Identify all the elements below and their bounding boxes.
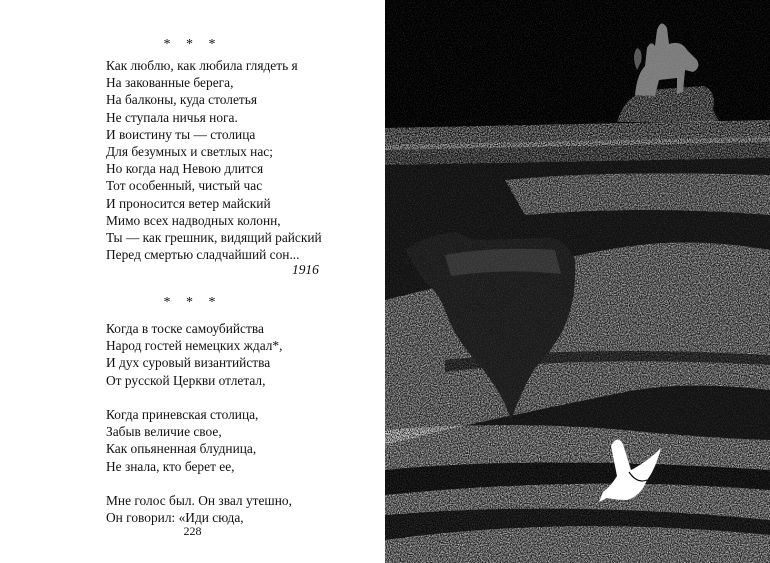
poem-line: Для безумных и светлых нас; (106, 144, 273, 160)
poem-1-stars: * * * (163, 37, 222, 52)
poem-line: Мне голос был. Он звал утешно, (106, 493, 292, 508)
poem-1-date: 1916 (292, 262, 319, 277)
poem-line: От русской Церкви отлетал, (106, 372, 266, 388)
poem-line: Не ступала ничья нога. (106, 109, 238, 125)
poem-line: Ты — как грешник, видящий райский (106, 230, 322, 246)
poem-line: Народ гостей немецких ждал*, (106, 338, 283, 354)
poem-line: На закованные берега, (106, 75, 234, 91)
poem-1 (106, 57, 322, 263)
poem-line: Когда приневская столица, (106, 407, 259, 422)
poem-line: И проносится ветер майский (106, 195, 271, 211)
poem-line: Тот особенный, чистый час (106, 178, 263, 194)
poem-line: Мимо всех надводных колонн, (106, 212, 281, 228)
poem-line: Когда в тоске самоубийства (106, 321, 264, 336)
stanza-gap (106, 475, 292, 492)
illustration-svg (385, 0, 770, 563)
bronze-horseman-neva-illustration (385, 0, 770, 563)
poem-line: Как люблю, как любила глядеть я (106, 58, 298, 73)
poem-2-stars: * * * (163, 295, 222, 310)
stanza-gap (106, 389, 292, 406)
poem-line: И дух суровый византийства (106, 355, 271, 371)
grain-texture (385, 0, 770, 563)
poem-line: Но когда над Невою длится (106, 161, 264, 177)
poem-line: Перед смертью сладчайший сон... (106, 247, 300, 263)
poem-line: Как опьяненная блудница, (106, 441, 257, 457)
poem-line: На балконы, куда столетья (106, 92, 258, 108)
poem-line: И воистину ты — столица (106, 126, 256, 142)
poem-2 (106, 320, 292, 526)
page-number: 228 (183, 524, 202, 538)
poem-line: Забыв величие свое, (106, 424, 222, 440)
poem-line: Он говорил: «Иди сюда, (106, 510, 244, 526)
poem-line: Не знала, кто берет ее, (106, 458, 235, 474)
